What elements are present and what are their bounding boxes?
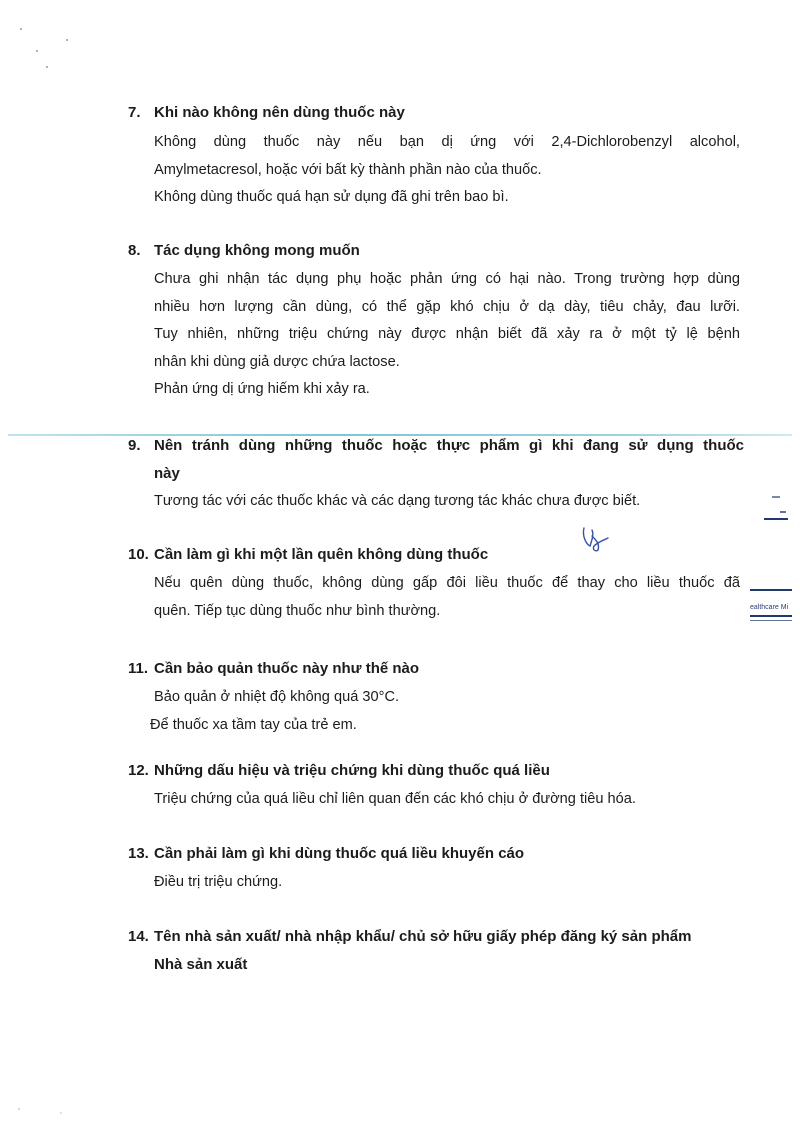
section-number: 7. (128, 104, 141, 121)
body-line: nhân khi dùng giả dược chứa lactose. (154, 353, 400, 370)
section-body (154, 488, 740, 516)
section-subheading: Nhà sản xuất (154, 956, 248, 973)
section-body (154, 570, 740, 625)
section-heading: Cần làm gì khi một lần quên không dùng thuốc (154, 546, 489, 563)
body-line: Phản ứng dị ứng hiếm khi xảy ra. (154, 381, 370, 397)
scan-speck (46, 66, 48, 68)
scan-speck (36, 50, 38, 52)
scan-speck (20, 28, 22, 30)
section-heading (154, 432, 744, 488)
body-line: Điều trị triệu chứng. (154, 874, 283, 890)
section-heading: Tác dụng không mong muốn (154, 242, 360, 259)
handwritten-initials (578, 524, 612, 554)
margin-stamp-text: ealthcare Mi (750, 604, 789, 611)
body-line: Để thuốc xa tầm tay của trẻ em. (150, 716, 357, 733)
section-number: 8. (128, 242, 141, 259)
body-line: Tuy nhiên, những triệu chứng này được nhận biết đã xảy ra ở một tỷ lệ bệnh (154, 326, 740, 342)
stamp-fragment (750, 615, 792, 617)
stamp-fragment (764, 518, 788, 520)
stamp-fragment (750, 589, 792, 591)
heading-line: Nên tránh dùng những thuốc hoặc thực phẩm gì khi đang sử dụng thuốc (154, 437, 744, 454)
section-body (154, 129, 740, 212)
body-line: Không dùng thuốc quá hạn sử dụng đã ghi trên bao bì. (154, 189, 509, 205)
body-line: Tương tác với các thuốc khác và các dạng tương tác khác chưa được biết. (154, 493, 641, 509)
body-line: Amylmetacresol, hoặc với bất kỳ thành phần nào của thuốc. (154, 161, 542, 178)
stamp-fragment (750, 620, 792, 621)
scan-speck (60, 1112, 62, 1114)
section-number: 14. (128, 928, 149, 945)
body-line: nhiều hơn lượng cần dùng, có thể gặp khó chịu ở dạ dày, tiêu chảy, đau lưỡi. (154, 298, 740, 315)
body-line: Không dùng thuốc này nếu bạn dị ứng với 2,4-Dichlorobenzyl alcohol, (154, 134, 740, 150)
section-heading: Tên nhà sản xuất/ nhà nhập khẩu/ chủ sở hữu giấy phép đăng ký sản phẩm (154, 928, 692, 945)
body-line: quên. Tiếp tục dùng thuốc như bình thường. (154, 602, 441, 619)
stamp-fragment (772, 496, 780, 498)
body-line: Triệu chứng của quá liều chỉ liên quan đến các khó chịu ở đường tiêu hóa. (154, 791, 636, 807)
section-body (154, 786, 740, 814)
body-line: Nếu quên dùng thuốc, không dùng gấp đôi liều thuốc để thay cho liều thuốc đã (154, 575, 740, 591)
heading-line: này (154, 465, 180, 482)
stamp-fragment (780, 511, 786, 513)
section-heading: Cần phải làm gì khi dùng thuốc quá liều khuyến cáo (154, 845, 525, 862)
section-heading: Khi nào không nên dùng thuốc này (154, 104, 405, 121)
body-line: Chưa ghi nhận tác dụng phụ hoặc phản ứng có hại nào. Trong trường hợp dùng (154, 271, 740, 287)
section-number: 10. (128, 546, 149, 563)
section-heading: Cần bảo quản thuốc này như thế nào (154, 660, 420, 677)
section-body (154, 266, 740, 404)
section-number: 12. (128, 762, 149, 779)
section-number: 13. (128, 845, 149, 862)
scan-speck (66, 39, 68, 41)
section-body (154, 869, 740, 897)
scan-speck (18, 1108, 20, 1110)
body-line: Bảo quản ở nhiệt độ không quá 30°C. (154, 689, 400, 705)
section-number: 9. (128, 437, 141, 454)
section-body (150, 684, 740, 739)
section-number: 11. (128, 660, 149, 677)
section-heading: Những dấu hiệu và triệu chứng khi dùng thuốc quá liều (154, 762, 550, 779)
